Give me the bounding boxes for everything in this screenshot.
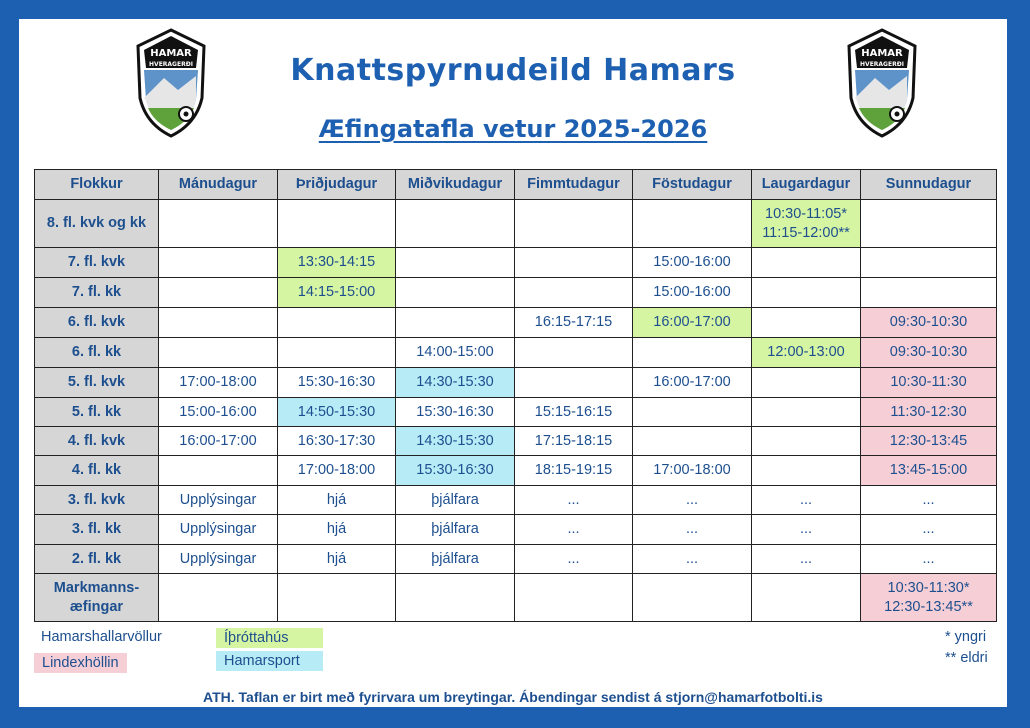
schedule-cell: 16:00-17:00 — [159, 427, 278, 456]
column-header: Mánudagur — [159, 170, 278, 200]
schedule-cell: 17:00-18:00 — [278, 456, 396, 486]
table-row — [35, 308, 997, 338]
schedule-cell: Upplýsingar — [159, 515, 278, 545]
schedule-cell: 15:30-16:30 — [278, 368, 396, 398]
legend-ithrottahus: Íþróttahús — [216, 628, 323, 648]
schedule-cell: 17:00-18:00 — [159, 368, 278, 398]
group-label: 7. fl. kvk — [35, 248, 159, 278]
schedule-cell: ... — [515, 545, 633, 574]
schedule-cell — [633, 574, 752, 622]
table-row — [35, 200, 997, 248]
schedule-table — [34, 169, 997, 622]
schedule-cell — [159, 574, 278, 622]
table-row — [35, 278, 997, 308]
schedule-cell: ... — [752, 545, 861, 574]
column-header: Laugardagur — [752, 170, 861, 200]
group-label: 2. fl. kk — [35, 545, 159, 574]
schedule-cell: Upplýsingar — [159, 545, 278, 574]
schedule-cell: þjálfara — [396, 486, 515, 515]
schedule-cell: þjálfara — [396, 515, 515, 545]
column-header: Þriðjudagur — [278, 170, 396, 200]
group-label: 5. fl. kvk — [35, 368, 159, 398]
page-subtitle: Æfingatafla vetur 2025-2026 — [318, 115, 708, 143]
column-header: Flokkur — [35, 170, 159, 200]
legend-eldri: ** eldri — [945, 650, 988, 666]
schedule-cell: 14:30-15:30 — [396, 368, 515, 398]
group-label: 8. fl. kvk og kk — [35, 200, 159, 248]
group-label: 3. fl. kvk — [35, 486, 159, 515]
schedule-cell — [515, 278, 633, 308]
schedule-cell — [752, 456, 861, 486]
schedule-cell — [515, 574, 633, 622]
schedule-cell — [278, 200, 396, 248]
schedule-cell: 15:15-16:15 — [515, 398, 633, 427]
schedule-cell: 13:45-15:00 — [861, 456, 997, 486]
group-label: 6. fl. kk — [35, 338, 159, 368]
schedule-cell — [159, 456, 278, 486]
schedule-cell: hjá — [278, 486, 396, 515]
group-label: 6. fl. kvk — [35, 308, 159, 338]
schedule-cell — [159, 248, 278, 278]
schedule-cell: 15:30-16:30 — [396, 456, 515, 486]
schedule-cell: ... — [633, 486, 752, 515]
schedule-cell: ... — [515, 486, 633, 515]
schedule-cell — [159, 200, 278, 248]
schedule-cell: 13:30-14:15 — [278, 248, 396, 278]
svg-text:HVERAGERÐI: HVERAGERÐI — [860, 61, 904, 68]
schedule-cell — [278, 338, 396, 368]
schedule-cell: 15:00-16:00 — [633, 248, 752, 278]
group-label: 5. fl. kk — [35, 398, 159, 427]
schedule-cell — [752, 308, 861, 338]
schedule-cell: 11:30-12:30 — [861, 398, 997, 427]
schedule-cell — [752, 368, 861, 398]
schedule-cell: ... — [633, 545, 752, 574]
schedule-cell — [159, 308, 278, 338]
schedule-cell: 10:30-11:30* 12:30-13:45** — [861, 574, 997, 622]
schedule-cell: 15:00-16:00 — [633, 278, 752, 308]
page-title: Knattspyrnudeild Hamars — [290, 53, 736, 88]
group-label: 4. fl. kvk — [35, 427, 159, 456]
schedule-cell — [396, 574, 515, 622]
schedule-cell — [278, 574, 396, 622]
schedule-cell: 12:30-13:45 — [861, 427, 997, 456]
schedule-cell: 17:15-18:15 — [515, 427, 633, 456]
schedule-cell: 14:15-15:00 — [278, 278, 396, 308]
footer-note: ATH. Taflan er birt með fyrirvara um breytingar. Ábendingar sendist á stjorn@hamarfotbolti.is — [203, 689, 823, 705]
schedule-cell: 12:00-13:00 — [752, 338, 861, 368]
schedule-cell: ... — [861, 486, 997, 515]
schedule-cell — [159, 338, 278, 368]
table-row — [35, 515, 997, 545]
schedule-cell: hjá — [278, 515, 396, 545]
schedule-cell: hjá — [278, 545, 396, 574]
legend-yngri: * yngri — [945, 629, 987, 645]
schedule-cell — [633, 427, 752, 456]
schedule-cell — [396, 308, 515, 338]
table-row — [35, 545, 997, 574]
schedule-cell: ... — [861, 545, 997, 574]
schedule-cell: þjálfara — [396, 545, 515, 574]
table-row — [35, 486, 997, 515]
schedule-cell: ... — [752, 486, 861, 515]
schedule-cell: 15:00-16:00 — [159, 398, 278, 427]
table-row — [35, 398, 997, 427]
schedule-cell — [396, 278, 515, 308]
table-row — [35, 338, 997, 368]
table-header-row — [35, 170, 997, 200]
schedule-cell — [752, 427, 861, 456]
group-label: Markmanns- æfingar — [35, 574, 159, 622]
schedule-cell: 16:00-17:00 — [633, 368, 752, 398]
schedule-cell: Upplýsingar — [159, 486, 278, 515]
schedule-cell — [633, 200, 752, 248]
column-header: Fimmtudagur — [515, 170, 633, 200]
schedule-cell — [278, 308, 396, 338]
schedule-cell: 16:30-17:30 — [278, 427, 396, 456]
schedule-cell — [633, 398, 752, 427]
schedule-cell — [515, 368, 633, 398]
schedule-cell — [396, 248, 515, 278]
schedule-cell: 16:00-17:00 — [633, 308, 752, 338]
schedule-cell — [861, 200, 997, 248]
schedule-cell: 16:15-17:15 — [515, 308, 633, 338]
schedule-cell: 15:30-16:30 — [396, 398, 515, 427]
schedule-cell: ... — [515, 515, 633, 545]
table-row — [35, 456, 997, 486]
group-label: 4. fl. kk — [35, 456, 159, 486]
schedule-cell: 09:30-10:30 — [861, 338, 997, 368]
schedule-cell: 14:30-15:30 — [396, 427, 515, 456]
column-header: Miðvikudagur — [396, 170, 515, 200]
column-header: Sunnudagur — [861, 170, 997, 200]
schedule-cell: 10:30-11:30 — [861, 368, 997, 398]
schedule-cell: ... — [752, 515, 861, 545]
legend-hamarshallarvollur: Hamarshallarvöllur — [41, 629, 162, 645]
schedule-cell — [515, 248, 633, 278]
table-row — [35, 427, 997, 456]
schedule-cell — [633, 338, 752, 368]
schedule-cell — [752, 574, 861, 622]
schedule-cell: ... — [633, 515, 752, 545]
legend-lindexhollin: Lindexhöllin — [34, 653, 127, 673]
schedule-cell: 09:30-10:30 — [861, 308, 997, 338]
legend-hamarsport: Hamarsport — [216, 651, 323, 671]
group-label: 7. fl. kk — [35, 278, 159, 308]
schedule-cell: 10:30-11:05* 11:15-12:00** — [752, 200, 861, 248]
schedule-cell — [861, 278, 997, 308]
table-row — [35, 368, 997, 398]
svg-text:HVERAGERÐI: HVERAGERÐI — [149, 61, 193, 68]
schedule-cell — [515, 338, 633, 368]
schedule-cell: ... — [861, 515, 997, 545]
group-label: 3. fl. kk — [35, 515, 159, 545]
schedule-cell — [159, 278, 278, 308]
table-row — [35, 574, 997, 622]
column-header: Föstudagur — [633, 170, 752, 200]
schedule-cell — [752, 248, 861, 278]
schedule-cell — [752, 278, 861, 308]
schedule-sheet — [19, 19, 1007, 707]
svg-text:HAMAR: HAMAR — [861, 48, 903, 59]
svg-text:HAMAR: HAMAR — [150, 48, 192, 59]
schedule-cell — [861, 248, 997, 278]
schedule-cell: 18:15-19:15 — [515, 456, 633, 486]
table-row — [35, 248, 997, 278]
schedule-cell — [752, 398, 861, 427]
schedule-cell — [515, 200, 633, 248]
schedule-cell: 14:50-15:30 — [278, 398, 396, 427]
schedule-cell: 14:00-15:00 — [396, 338, 515, 368]
schedule-cell — [396, 200, 515, 248]
schedule-cell: 17:00-18:00 — [633, 456, 752, 486]
